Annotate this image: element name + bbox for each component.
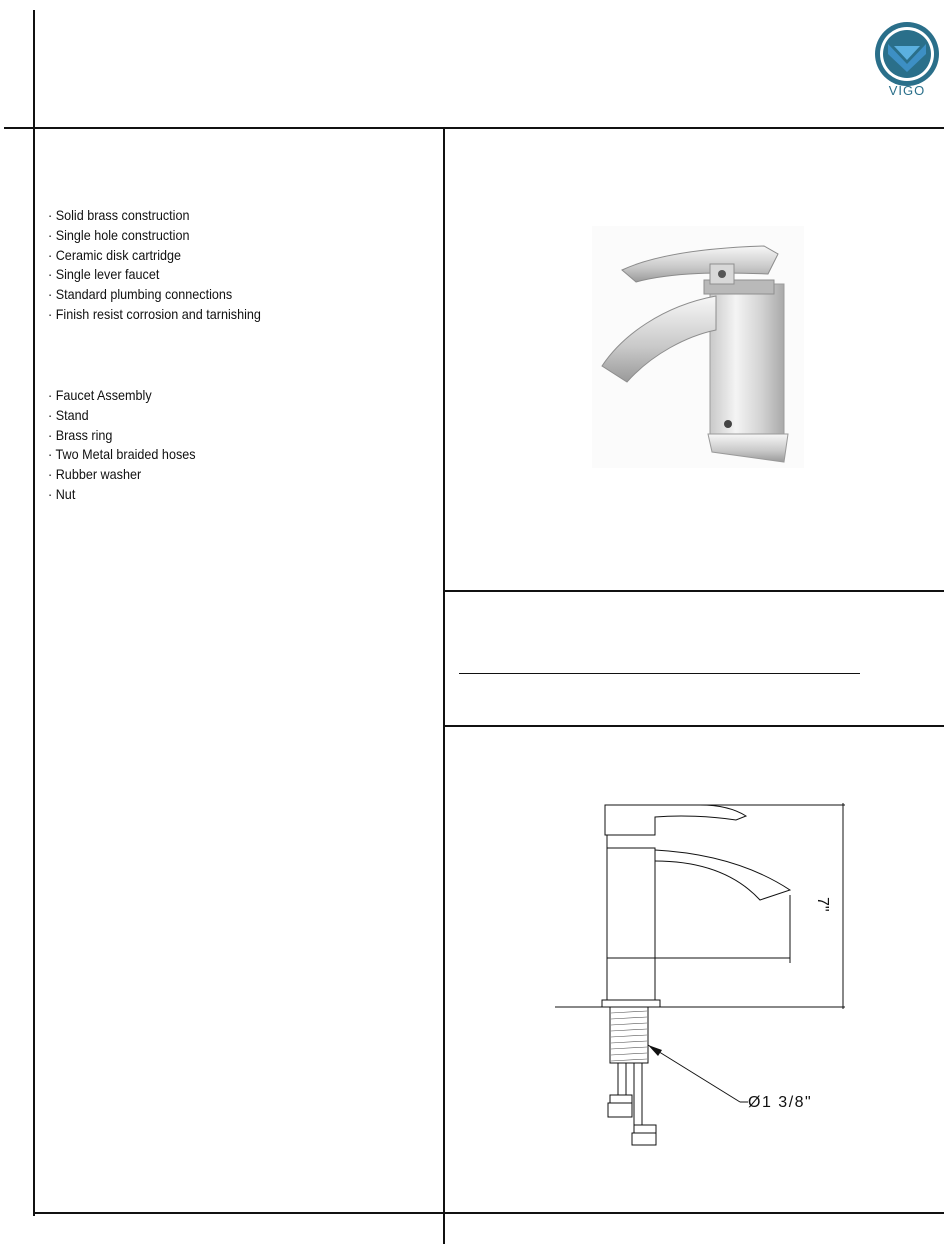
drawing-section-divider [444, 725, 944, 727]
feature-item: · Single lever faucet [48, 265, 261, 285]
header-divider [4, 127, 944, 129]
include-item: · Rubber washer [48, 465, 196, 485]
faucet-product-image [592, 226, 804, 468]
feature-item: · Single hole construction [48, 226, 261, 246]
faucet-dimension-drawing [550, 795, 850, 1155]
brand-name: VIGO [888, 83, 926, 98]
include-item: · Brass ring [48, 426, 196, 446]
include-item: · Two Metal braided hoses [48, 445, 196, 465]
diameter-dimension-label: Ø1 3/8" [748, 1094, 813, 1111]
height-dimension-label: 7" [814, 897, 831, 912]
left-margin-rule [33, 10, 35, 1216]
feature-item: · Solid brass construction [48, 206, 261, 226]
include-item: · Stand [48, 406, 196, 426]
features-list [48, 206, 285, 325]
footer-divider [34, 1212, 944, 1214]
feature-item: · Finish resist corrosion and tarnishing [48, 305, 261, 325]
feature-item: · Standard plumbing connections [48, 285, 261, 305]
spec-underline [459, 673, 860, 674]
column-divider [443, 128, 445, 1244]
includes-list [48, 386, 212, 505]
include-item: · Nut [48, 485, 196, 505]
photo-section-divider [444, 590, 944, 592]
include-item: · Faucet Assembly [48, 386, 196, 406]
feature-item: · Ceramic disk cartridge [48, 246, 261, 266]
